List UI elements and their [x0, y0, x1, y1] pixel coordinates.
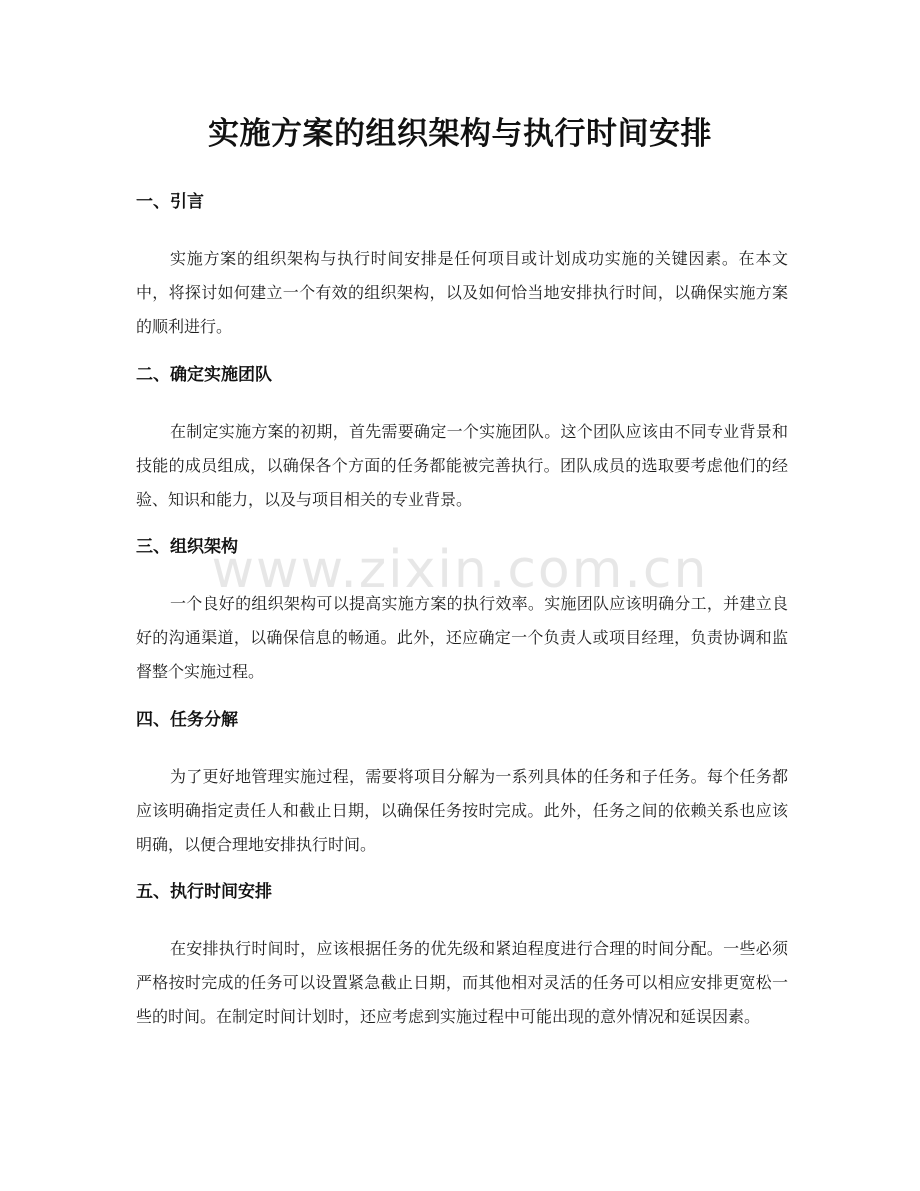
section-paragraph: 在制定实施方案的初期，首先需要确定一个实施团队。这个团队应该由不同专业背景和技能的成员组成，以确保各个方面的任务都能被完善执行。团队成员的选取要考虑他们的经验、知识和能力，以及与项目相关的专业背景。	[136, 422, 788, 509]
section-paragraph: 在安排执行时间时，应该根据任务的优先级和紧迫程度进行合理的时间分配。一些必须严格按时完成的任务可以设置紧急截止日期，而其他相对灵活的任务可以相应安排更宽松一些的时间。在制定时间计划时，还应考虑到实施过程中可能出现的意外情况和延误因素。	[136, 939, 788, 1026]
section-heading: 二、确定实施团队	[136, 365, 272, 385]
section-task-breakdown	[136, 708, 788, 862]
section-heading: 五、执行时间安排	[136, 882, 272, 902]
watermark: www.zixin.com.cn	[211, 540, 709, 600]
section-heading: 三、组织架构	[136, 537, 238, 557]
section-introduction	[136, 190, 788, 344]
section-organization-structure	[136, 535, 788, 689]
section-execution-schedule	[136, 880, 788, 1034]
section-paragraph: 一个良好的组织架构可以提高实施方案的执行效率。实施团队应该明确分工，并建立良好的沟通渠道，以确保信息的畅通。此外，还应确定一个负责人或项目经理，负责协调和监督整个实施过程。	[136, 594, 788, 681]
section-implementation-team	[136, 363, 788, 517]
section-heading: 一、引言	[136, 192, 204, 212]
section-paragraph: 实施方案的组织架构与执行时间安排是任何项目或计划成功实施的关键因素。在本文中，将探讨如何建立一个有效的组织架构，以及如何恰当地安排执行时间，以确保实施方案的顺利进行。	[136, 249, 788, 336]
document-title: 实施方案的组织架构与执行时间安排	[208, 116, 712, 152]
section-heading: 四、任务分解	[136, 710, 238, 730]
section-paragraph: 为了更好地管理实施过程，需要将项目分解为一系列具体的任务和子任务。每个任务都应该明确指定责任人和截止日期，以确保任务按时完成。此外，任务之间的依赖关系也应该明确，以便合理地安排执行时间。	[136, 767, 788, 854]
